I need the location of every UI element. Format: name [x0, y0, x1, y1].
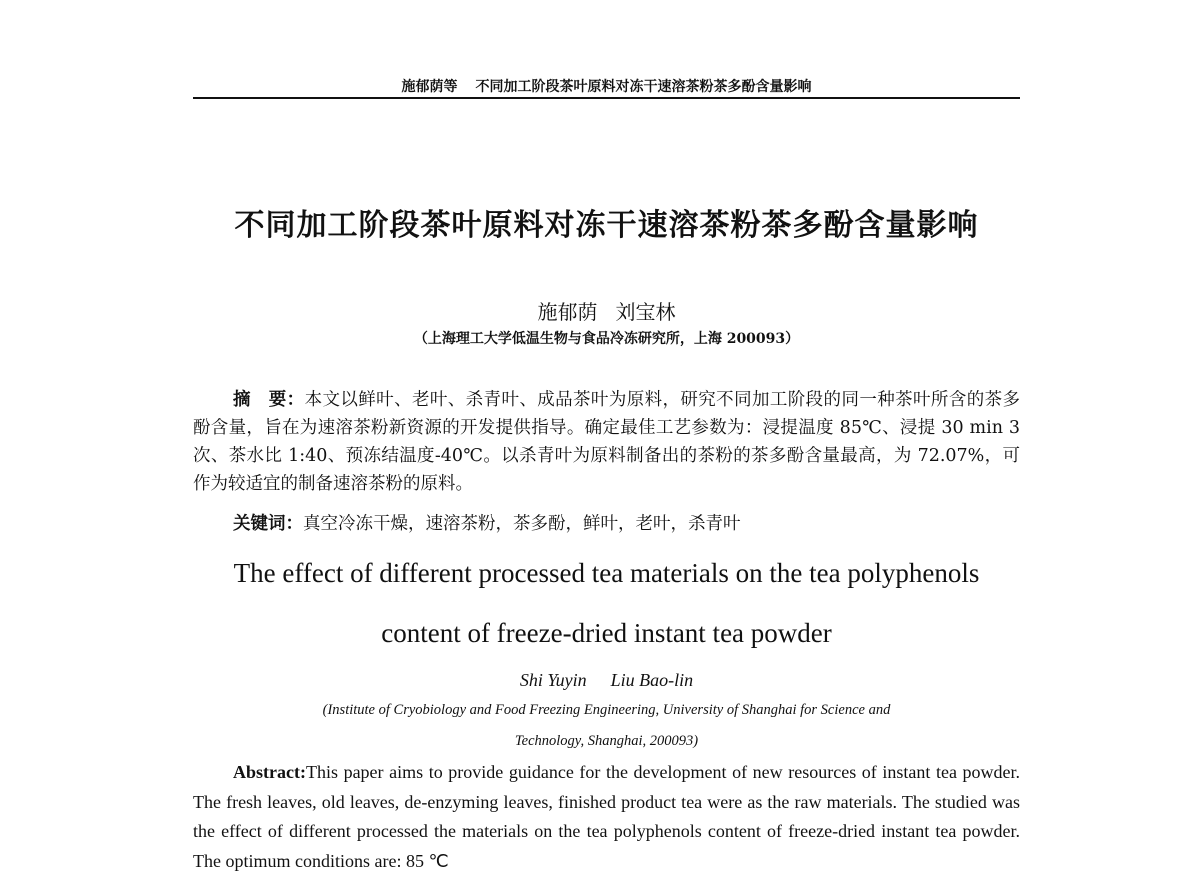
paper-title-en-line2: content of freeze-dried instant tea powder [381, 618, 832, 648]
running-header [193, 76, 1020, 96]
abstract-cn-label: 摘 要： [233, 390, 305, 410]
keywords-cn-label: 关键词： [233, 514, 303, 534]
keywords-cn-text: 真空冷冻干燥，速溶茶粉，茶多酚，鲜叶，老叶，杀青叶 [303, 514, 741, 534]
author-en-2: Liu Bao-lin [610, 670, 694, 690]
paper-title-cn: 不同加工阶段茶叶原料对冻干速溶茶粉茶多酚含量影响 [234, 208, 979, 243]
abstract-en-label: Abstract: [233, 762, 306, 782]
affiliation-cn: （上海理工大学低温生物与食品冷冻研究所，上海 200093） [413, 331, 800, 347]
affiliation-en-line1: (Institute of Cryobiology and Food Freezing Engineering, University of Shanghai for Science and [322, 702, 891, 718]
keywords-cn [193, 510, 1020, 538]
authors-cn [193, 296, 1020, 325]
running-header-authors: 施郁荫等 [401, 79, 458, 95]
affiliation-en-line2: Technology, Shanghai, 200093) [514, 733, 699, 749]
author-cn-1: 施郁荫 [537, 300, 598, 324]
running-header-title: 不同加工阶段茶叶原料对冻干速溶茶粉茶多酚含量影响 [475, 79, 812, 95]
header-rule [193, 97, 1020, 99]
abstract-cn-text: 本文以鲜叶、老叶、杀青叶、成品茶叶为原料，研究不同加工阶段的同一种茶叶所含的茶多酚含量，旨在为速溶茶粉新资源的开发提供指导。确定最佳工艺参数为：浸提温度 85℃、浸提 30 min 3 次、茶水比 1:40、预冻结温度-40℃。以杀青叶为原料制备出的茶粉的茶多酚含量最高，为 72.07%，可作为较适宜的制备速溶茶粉的原料。 [193, 390, 1021, 494]
author-cn-2: 刘宝林 [615, 300, 676, 324]
abstract-en [193, 758, 1020, 876]
author-en-1: Shi Yuyin [519, 670, 587, 690]
authors-en [193, 670, 1020, 691]
abstract-en-text: This paper aims to provide guidance for the development of new resources of instant tea powder. The fresh leaves, old leaves, de-enzyming leaves, finished product tea were as the raw materials. The studied was the effect of different processed the materials on the tea polyphenols content of freeze-dried instant tea powder. The optimum conditions are: 85 ℃ [193, 762, 1020, 871]
abstract-cn [193, 386, 1020, 498]
paper-title-en-line1: The effect of different processed tea materials on the tea polyphenols [233, 558, 980, 588]
